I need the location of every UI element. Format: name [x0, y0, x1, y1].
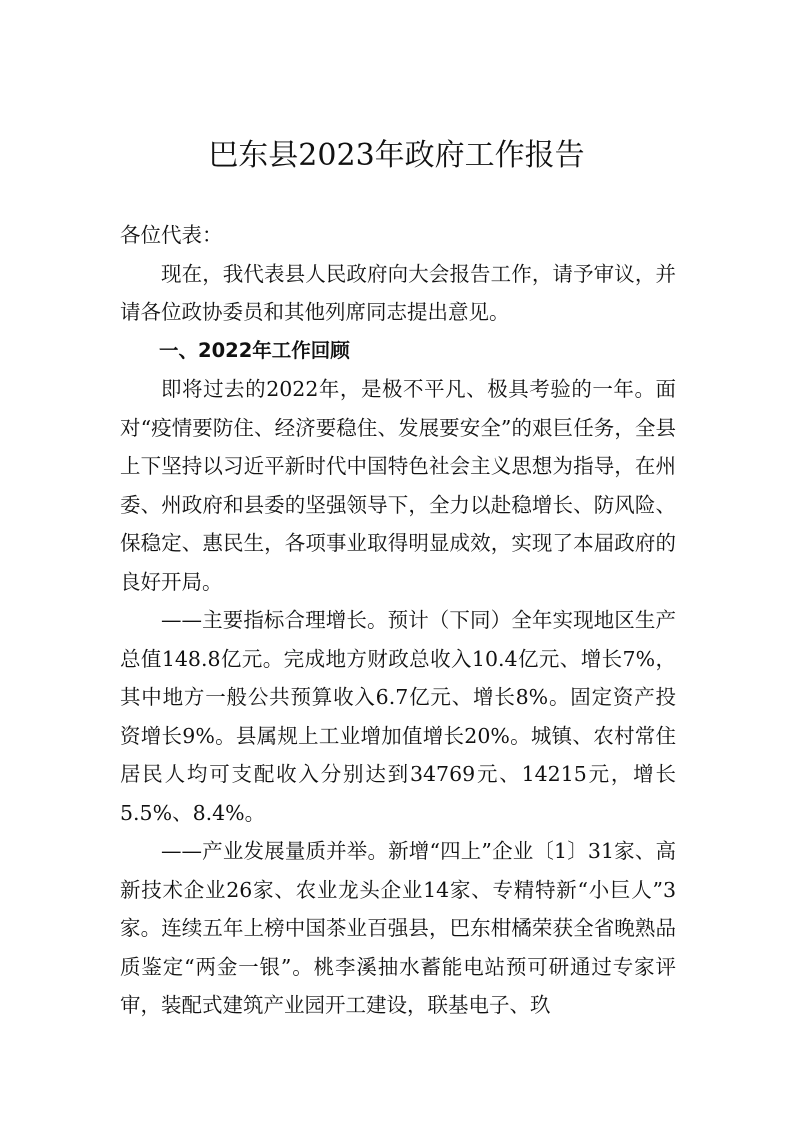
document-body — [120, 216, 676, 1025]
section-heading: 一、2022年工作回顾 — [159, 338, 350, 362]
indicators-paragraph: ——主要指标合理增长。预计（下同）全年实现地区生产总值148.8亿元。完成地方财政总收入10.4亿元、增长7%，其中地方一般公共预算收入6.7亿元、增长8%。固定资产投资增长9%。县属规上工业增加值增长20%。城镇、农村常住居民人均可支配收入分别达到34769元、14215元，增长5.5%、8.4%。 — [120, 608, 676, 825]
review-paragraph: 即将过去的2022年，是极不平凡、极具考验的一年。面对“疫情要防住、经济要稳住、发展要安全”的艰巨任务，全县上下坚持以习近平新时代中国特色社会主义思想为指导，在州委、州政府和县委的坚强领导下，全力以赴稳增长、防风险、保稳定、惠民生，各项事业取得明显成效，实现了本届政府的良好开局。 — [120, 377, 676, 594]
salutation: 各位代表： — [120, 223, 223, 247]
document-title: 巴东县2023年政府工作报告 — [208, 138, 585, 173]
industry-paragraph: ——产业发展量质并举。新增“四上”企业〔1〕31家、高新技术企业26家、农业龙头企业14家、专精特新“小巨人”3家。连续五年上榜中国茶业百强县，巴东柑橘荣获全省晚熟品质鉴定“两金一银”。桃李溪抽水蓄能电站预可研通过专家评审，装配式建筑产业园开工建设，联基电子、玖 — [120, 839, 676, 1017]
intro-paragraph: 现在，我代表县人民政府向大会报告工作，请予审议，并请各位政协委员和其他列席同志提出意见。 — [120, 261, 676, 324]
